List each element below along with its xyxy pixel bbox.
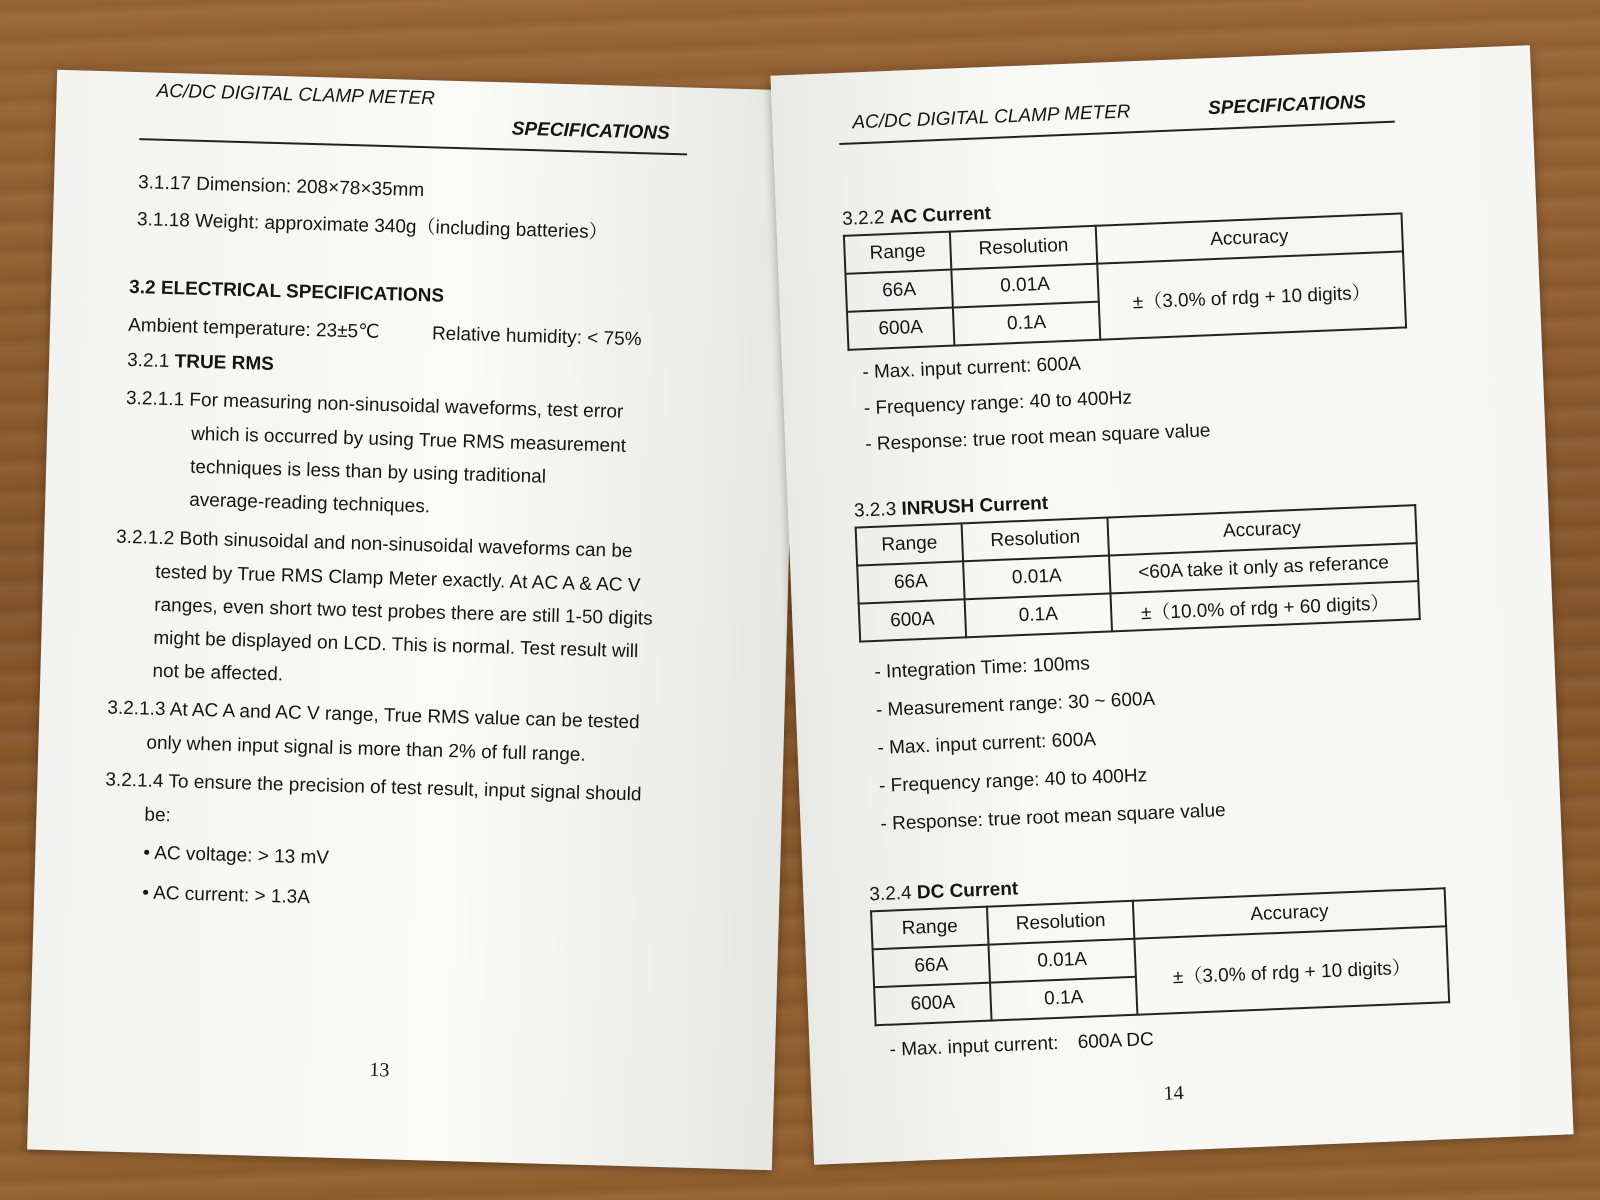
accuracy-cell: ±（10.0% of rdg + 60 digits）	[1110, 581, 1419, 631]
ac-note-2: - Frequency range: 40 to 400Hz	[863, 387, 1133, 420]
ac-current-heading	[842, 203, 992, 232]
resolution-cell: 0.01A	[951, 264, 1098, 308]
left-header-section: SPECIFICATIONS	[511, 118, 670, 144]
true-rms-number: 3.2.1	[126, 349, 170, 373]
true-rms-heading	[127, 350, 274, 377]
weight-line: 3.1.18 Weight: approximate 340g（including batteries）	[136, 209, 608, 244]
ambient-temperature: Ambient temperature: 23±5℃	[127, 314, 380, 343]
dc-note-label: - Max. input current:	[889, 1032, 1059, 1061]
ac-current-title: AC Current	[889, 202, 992, 229]
accuracy-cell: <60A take it only as referance	[1109, 543, 1418, 593]
rms-para-2-line-2: tested by True RMS Clamp Meter exactly. At AC A & AC V	[154, 561, 641, 597]
header-resolution: Resolution	[987, 901, 1134, 945]
range-cell: 66A	[873, 945, 990, 988]
rms-para-4-line-1: 3.2.1.4 To ensure the precision of test result, input signal should	[105, 769, 642, 806]
ac-voltage-bullet: • AC voltage: > 13 mV	[143, 842, 330, 869]
inrush-current-table	[855, 504, 1421, 642]
dc-note-value: 600A DC	[1077, 1029, 1155, 1054]
rms-para-2-line-1: 3.2.1.2 Both sinusoidal and non-sinusoidal waveforms can be	[115, 526, 633, 563]
ac-current-table	[843, 212, 1407, 350]
rms-para-1-line-2: which is occurred by using True RMS measurement	[190, 423, 627, 457]
rms-para-4-line-2: be:	[144, 804, 172, 827]
rms-para-2-line-5: not be affected.	[152, 660, 284, 686]
rms-para-2-line-3: ranges, even short two test probes there are still 1-50 digits	[154, 594, 653, 630]
accuracy-cell: ±（3.0% of rdg + 10 digits）	[1097, 251, 1406, 339]
header-accuracy: Accuracy	[1133, 888, 1446, 938]
rms-para-3-line-2: only when input signal is more than 2% of full range.	[146, 732, 586, 766]
electrical-spec-number: 3.2	[128, 276, 156, 299]
ac-note-1: - Max. input current: 600A	[862, 353, 1082, 384]
dc-note	[889, 1029, 1154, 1062]
header-range: Range	[844, 232, 951, 274]
header-resolution: Resolution	[962, 518, 1109, 562]
resolution-cell: 0.1A	[953, 302, 1100, 346]
left-page	[27, 70, 802, 1170]
header-accuracy: Accuracy	[1107, 505, 1416, 555]
range-cell: 66A	[845, 270, 952, 312]
inrush-note-1: - Integration Time: 100ms	[874, 653, 1091, 683]
right-header-section: SPECIFICATIONS	[1207, 91, 1367, 120]
dimension-line: 3.1.17 Dimension: 208×78×35mm	[137, 172, 425, 202]
electrical-spec-title: ELECTRICAL SPECIFICATIONS	[160, 277, 445, 307]
inrush-note-5: - Response: true root mean square value	[880, 800, 1227, 835]
dc-current-number: 3.2.4	[868, 882, 913, 906]
inrush-note-4: - Frequency range: 40 to 400Hz	[878, 765, 1148, 797]
inrush-note-3: - Max. input current: 600A	[877, 729, 1097, 759]
right-page-number: 14	[1163, 1081, 1185, 1105]
dc-current-title: DC Current	[916, 878, 1019, 904]
range-cell: 66A	[857, 561, 964, 603]
rms-para-1-line-3: techniques is less than by using traditional	[189, 456, 547, 488]
relative-humidity: Relative humidity: < 75%	[431, 323, 642, 351]
inrush-note-2: - Measurement range: 30 ~ 600A	[875, 688, 1156, 721]
rms-para-1-line-4: average-reading techniques.	[188, 489, 431, 518]
electrical-spec-heading	[129, 277, 444, 309]
dc-current-table	[870, 887, 1450, 1026]
resolution-cell: 0.1A	[990, 977, 1137, 1021]
resolution-cell: 0.1A	[965, 593, 1112, 637]
range-cell: 600A	[859, 599, 966, 641]
range-cell: 600A	[847, 308, 954, 350]
header-resolution: Resolution	[950, 226, 1097, 270]
header-range: Range	[856, 523, 963, 565]
inrush-current-heading	[854, 493, 1049, 524]
inrush-current-title: INRUSH Current	[901, 492, 1049, 520]
true-rms-title: TRUE RMS	[174, 351, 275, 375]
header-range: Range	[871, 907, 988, 950]
right-page	[770, 45, 1573, 1165]
dc-current-heading	[869, 878, 1019, 907]
rms-para-3-line-1: 3.2.1.3 At AC A and AC V range, True RMS value can be tested	[107, 697, 640, 734]
left-header-title: AC/DC DIGITAL CLAMP METER	[156, 80, 436, 110]
resolution-cell: 0.01A	[988, 939, 1135, 983]
ac-note-3: - Response: true root mean square value	[864, 420, 1211, 456]
ac-current-bullet: • AC current: > 1.3A	[141, 882, 311, 909]
resolution-cell: 0.01A	[963, 555, 1110, 599]
accuracy-cell: ±（3.0% of rdg + 10 digits）	[1134, 926, 1449, 1014]
left-page-number: 13	[369, 1058, 390, 1082]
inrush-current-number: 3.2.3	[853, 498, 897, 522]
header-accuracy: Accuracy	[1096, 213, 1403, 263]
rms-para-1-line-1: 3.2.1.1 For measuring non-sinusoidal waveforms, test error	[125, 387, 624, 423]
range-cell: 600A	[874, 983, 991, 1026]
rms-para-2-line-4: might be displayed on LCD. This is normal. Test result will	[153, 627, 639, 663]
ac-current-number: 3.2.2	[841, 207, 885, 230]
right-header-title: AC/DC DIGITAL CLAMP METER	[851, 101, 1131, 134]
